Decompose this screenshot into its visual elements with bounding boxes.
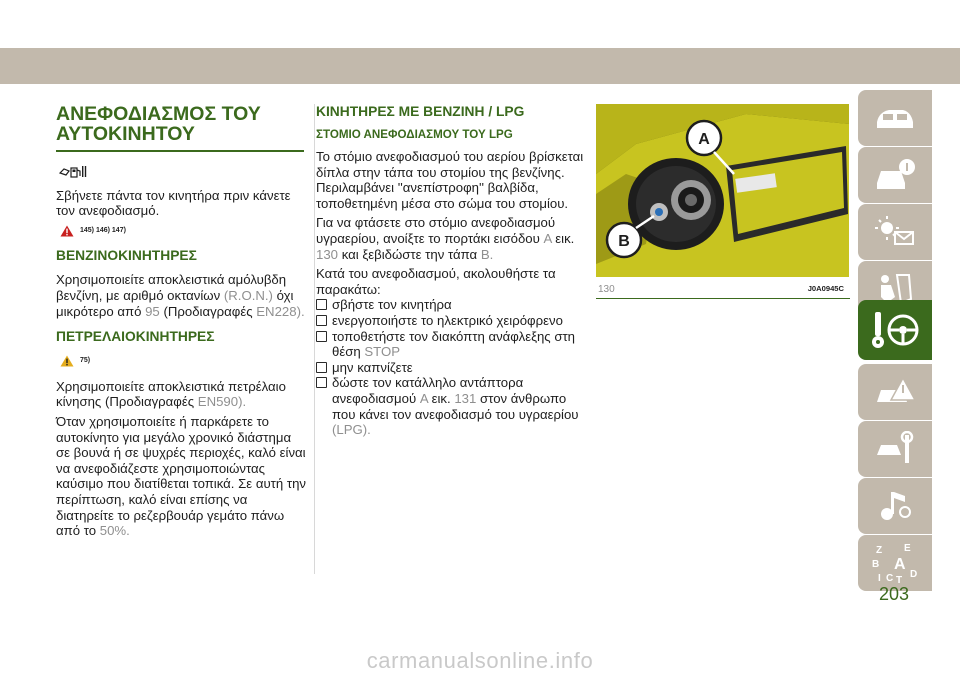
sidebar-tab-service[interactable] <box>858 421 932 477</box>
title-rule <box>56 150 304 152</box>
warning-car-icon <box>873 374 917 410</box>
sidebar-tab-multimedia[interactable] <box>858 478 932 534</box>
svg-text:C: C <box>886 573 894 584</box>
petrol-heading: ΒΕΝΖΙΝΟΚΙΝΗΤΗΡΕΣ <box>56 248 197 264</box>
caution-triangle-icon <box>60 355 74 367</box>
figure-caption <box>598 284 848 295</box>
car-info-icon <box>873 157 917 193</box>
top-margin <box>0 0 960 48</box>
warning-triangle-icon <box>60 225 74 237</box>
service-tools-icon <box>873 431 917 467</box>
header-gap <box>0 84 960 88</box>
sidebar-tab-lights[interactable] <box>858 204 932 260</box>
lpg-paragraph-3: Κατά του ανεφοδιασμού, ακολουθήστε τα παρακάτω: <box>316 266 556 297</box>
petrol-text: Χρησιμοποιείτε αποκλειστικά αμόλυβδη βενζίνη, με αριθμό οκτανίων (R.O.N.) όχι μικρότερο από 95 (Προδιαγραφές EN228). <box>56 272 305 319</box>
checkbox-bullet-icon <box>316 377 327 388</box>
warning-refs-text: 145) 146) 147) <box>80 226 126 234</box>
warning-refs-2 <box>60 353 306 369</box>
svg-text:A: A <box>894 556 906 573</box>
diesel-paragraph-2: Όταν χρησιμοποιείτε ή παρκάρετε το αυτοκίνητο για μεγάλο χρονικό διάστημα σε βουνά ή σε ψυχρές περιοχές, καλό είναι να ανεφοδιάζεστε χρησιμοποιώντας καύσιμο που διατίθεται τοπικά. Σε αυτή την περίπτωση, καλό είναι επίσης να διατηρείτε το ρεζερβουάρ γεμάτο πάνω από το 50%. <box>56 413 307 539</box>
svg-text:B: B <box>872 559 880 570</box>
lpg-heading: ΚΙΝΗΤΗΡΕΣ ΜΕ ΒΕΝΖΙΝΗ / LPG <box>316 104 525 119</box>
svg-text:Z: Z <box>876 545 883 556</box>
label-a: A <box>698 131 710 148</box>
alphabet-index-icon <box>870 541 920 585</box>
diesel-heading: ΠΕΤΡΕΛΑΙΟΚΙΝΗΤΗΡΕΣ <box>56 329 215 345</box>
sidebar-tab-dashboard[interactable] <box>858 90 932 146</box>
svg-text:E: E <box>904 543 911 554</box>
fuel-pump-icon <box>58 164 306 182</box>
lights-icon <box>873 214 917 250</box>
music-note-icon <box>873 488 917 524</box>
label-b: B <box>618 233 630 250</box>
diesel-text: Χρησιμοποιείτε αποκλειστικά πετρέλαιο κίνησης (Προδιαγραφές EN590). <box>56 378 286 410</box>
page-number: 203 <box>878 584 910 604</box>
caption-rule <box>596 298 850 299</box>
svg-text:I: I <box>878 573 881 584</box>
sidebar-tab-index[interactable] <box>858 535 932 591</box>
sidebar-tab-car-info[interactable] <box>858 147 932 203</box>
list-item: δώστε τον κατάλληλο αντάπτορα ανεφοδιασμού A εικ. 131 στον άνθρωπο που κάνει τον ανεφοδιασμό του υγραερίου (LPG). <box>316 375 588 437</box>
figure-number: 130 <box>598 284 615 295</box>
figure-code: J0A0945C <box>807 284 844 293</box>
fuel-flap-photo <box>596 104 849 277</box>
header-stripe <box>0 48 960 84</box>
key-steering-wheel-icon <box>869 308 921 352</box>
column-separator <box>314 104 315 574</box>
svg-text:T: T <box>896 575 903 585</box>
checkbox-bullet-icon <box>316 331 327 342</box>
warning-refs-1 <box>60 223 306 239</box>
middle-column <box>316 104 588 438</box>
warning-refs-text-2: 75) <box>80 357 91 365</box>
checkbox-bullet-icon <box>316 362 327 373</box>
list-item: σβήστε τον κινητήρα <box>316 297 588 313</box>
lpg-paragraph-1: Το στόμιο ανεφοδιασμού του αερίου βρίσκεται δίπλα στην τάπα του στομίου της βενζίνης. Περιλαμβάνει ''ανεπίστροφη'' βαλβίδα, τοποθετημένη μέσα στο σώμα του στομίου. <box>316 149 584 211</box>
list-item: τοποθετήστε τον διακόπτη ανάφλεξης στη θέση STOP <box>316 329 588 360</box>
watermark: carmanualsonline.info <box>366 648 594 673</box>
lpg-paragraph-2: Για να φτάσετε στο στόμιο ανεφοδιασμού υγραερίου, ανοίξτε το πορτάκι εισόδου A εικ. 130 και ξεβιδώστε την τάπα B. <box>316 215 575 262</box>
sidebar-tab-warning[interactable] <box>858 364 932 420</box>
intro-text: Σβήνετε πάντα τον κινητήρα πριν κάνετε τον ανεφοδιασμό. <box>56 187 291 219</box>
dashboard-icon <box>873 100 917 136</box>
checkbox-bullet-icon <box>316 299 327 310</box>
checkbox-bullet-icon <box>316 315 327 326</box>
sidebar-tab-driving[interactable] <box>858 300 932 360</box>
list-item: ενεργοποιήστε το ηλεκτρικό χειρόφρενο <box>316 313 588 329</box>
left-column <box>56 104 306 543</box>
svg-text:D: D <box>910 569 918 580</box>
page-title: ΑΝΕΦΟΔΙΑΣΜΟΣ ΤΟΥ ΑΥΤΟΚΙΝΗΤΟΥ <box>56 103 261 145</box>
list-item: μην καπνίζετε <box>316 360 588 376</box>
lpg-subheading: ΣΤΟΜΙΟ ΑΝΕΦΟΔΙΑΣΜΟΥ ΤΟΥ LPG <box>316 128 513 141</box>
